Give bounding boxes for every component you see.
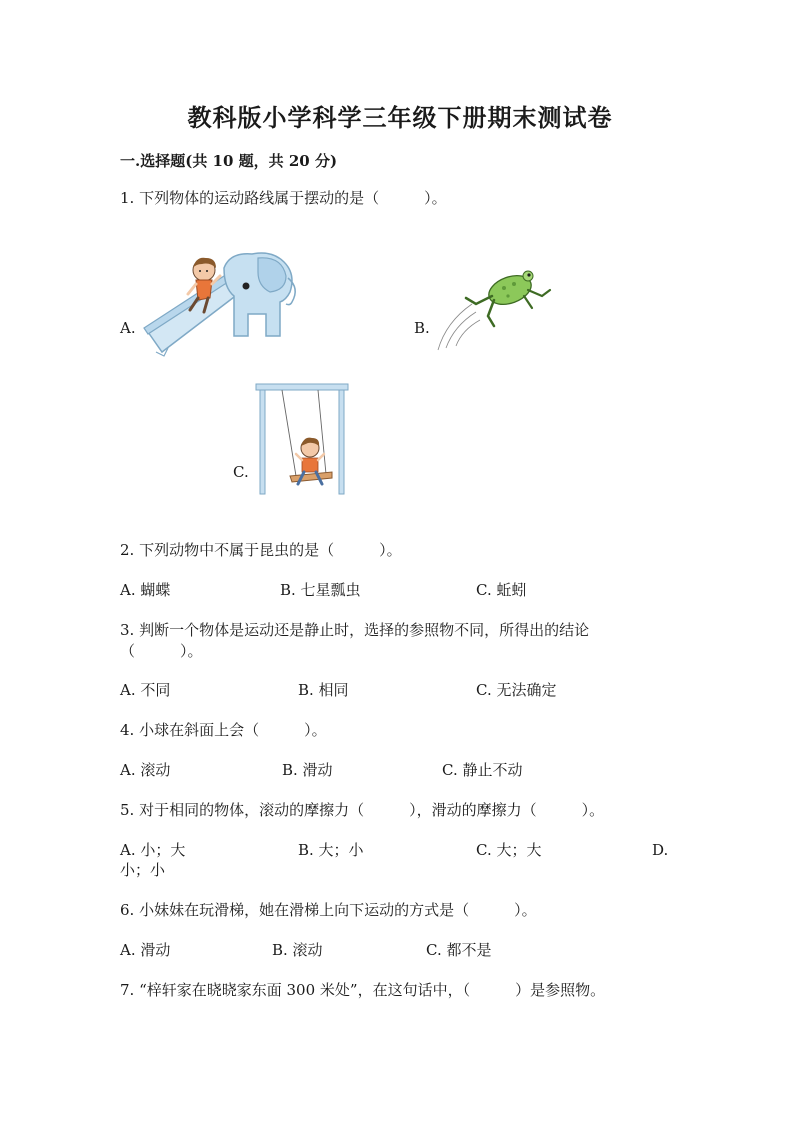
- q6-option-b[interactable]: B. 滚动: [272, 941, 323, 959]
- question-7: 7. “梓轩家在晓晓家东面 300 米处”，在这句话中，（ ）是参照物。: [120, 981, 606, 999]
- q4-option-a[interactable]: A. 滚动: [120, 761, 171, 779]
- q5-option-d-cont: 小；小: [120, 861, 166, 879]
- q5-option-c[interactable]: C. 大；大: [476, 841, 542, 859]
- question-5: 5. 对于相同的物体，滚动的摩擦力（ ），滑动的摩擦力（ ）。: [120, 801, 605, 819]
- q3-option-b[interactable]: B. 相同: [298, 681, 349, 699]
- question-1: 1. 下列物体的运动路线属于摆动的是（ ）。: [120, 189, 447, 207]
- section-heading: 一.选择题(共 10 题，共 20 分): [120, 152, 338, 170]
- q4-option-c[interactable]: C. 静止不动: [442, 761, 523, 779]
- q6-option-c[interactable]: C. 都不是: [426, 941, 492, 959]
- question-3: 3. 判断一个物体是运动还是静止时，选择的参照物不同，所得出的结论: [120, 621, 590, 639]
- q3-option-a[interactable]: A. 不同: [120, 681, 171, 699]
- q6-option-a[interactable]: A. 滑动: [120, 941, 171, 959]
- q5-option-b[interactable]: B. 大；小: [298, 841, 364, 859]
- slide-elephant-image: [140, 248, 300, 356]
- swing-image: [252, 382, 352, 496]
- q1-option-c[interactable]: C.: [233, 463, 249, 481]
- q1-option-a[interactable]: A.: [120, 319, 136, 337]
- q5-option-d[interactable]: D.: [652, 841, 669, 859]
- question-3-cont: （ ）。: [120, 642, 203, 660]
- q2-option-a[interactable]: A. 蝴蝶: [120, 581, 171, 599]
- question-4: 4. 小球在斜面上会（ ）。: [120, 721, 327, 739]
- question-6: 6. 小妹妹在玩滑梯，她在滑梯上向下运动的方式是（ ）。: [120, 901, 537, 919]
- q1-option-b[interactable]: B.: [414, 319, 430, 337]
- q2-option-c[interactable]: C. 蚯蚓: [476, 581, 527, 599]
- frog-jump-image: [432, 260, 552, 352]
- question-2: 2. 下列动物中不属于昆虫的是（ ）。: [120, 541, 402, 559]
- q4-option-b[interactable]: B. 滑动: [282, 761, 333, 779]
- q5-option-a[interactable]: A. 小；大: [120, 841, 186, 859]
- q3-option-c[interactable]: C. 无法确定: [476, 681, 557, 699]
- q2-option-b[interactable]: B. 七星瓢虫: [280, 581, 361, 599]
- page-title: 教科版小学科学三年级下册期末测试卷: [187, 103, 613, 132]
